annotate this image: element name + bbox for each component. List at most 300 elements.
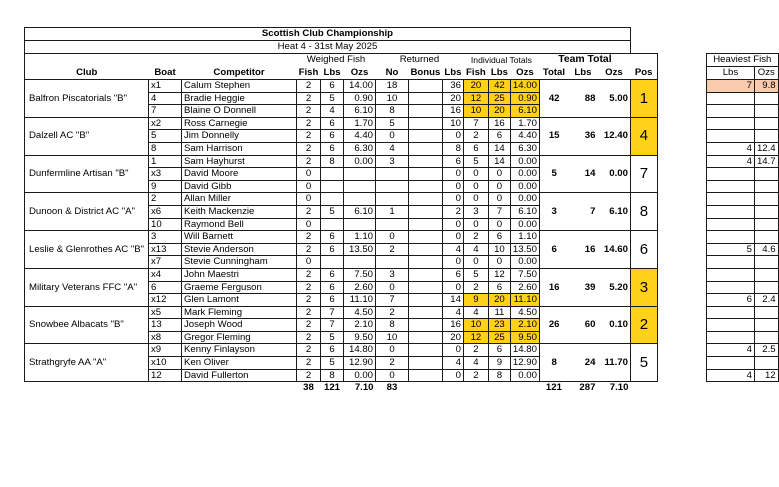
col-returned-lbs: Lbs xyxy=(444,66,462,78)
heaviest-fish-ozs xyxy=(754,193,778,206)
individual-lbs: 20 xyxy=(488,105,510,118)
boat-number: 2 xyxy=(149,193,182,206)
boat-number: 8 xyxy=(149,142,182,155)
spacer-cell xyxy=(657,80,706,93)
team-total-lbs: 36 xyxy=(568,117,597,155)
weighed-ozs: 4.50 xyxy=(344,306,376,319)
returned-bonus xyxy=(409,231,443,244)
heaviest-fish-ozs: 14.7 xyxy=(754,155,778,168)
competitor-row xyxy=(25,268,779,281)
competitor-row xyxy=(25,344,779,357)
individual-fish: 2 xyxy=(463,344,488,357)
heaviest-fish-lbs xyxy=(706,256,754,269)
heaviest-fish-lbs xyxy=(706,92,754,105)
competitor-row xyxy=(25,117,779,130)
weighed-lbs: 6 xyxy=(321,268,344,281)
heaviest-fish-ozs xyxy=(754,306,778,319)
team-total-lbs: 7 xyxy=(568,193,597,231)
heaviest-fish-ozs: 2.5 xyxy=(754,344,778,357)
weighed-ozs: 0.00 xyxy=(344,155,376,168)
returned-bonus xyxy=(409,319,443,332)
col-lbs: Lbs xyxy=(321,67,344,80)
spacer-cell xyxy=(657,117,706,130)
heaviest-fish-lbs xyxy=(706,357,754,370)
individual-lbs: 7 xyxy=(488,205,510,218)
weighed-lbs: 5 xyxy=(321,92,344,105)
weighed-fish: 2 xyxy=(297,142,321,155)
team-total-lbs: 16 xyxy=(568,231,597,269)
spacer-cell xyxy=(657,155,706,168)
weighed-fish: 2 xyxy=(297,243,321,256)
boat-number: 4 xyxy=(149,92,182,105)
returned-lbs: 6 xyxy=(442,155,463,168)
weighed-lbs: 8 xyxy=(321,155,344,168)
club-name: Balfron Piscatorials "B" xyxy=(25,80,149,118)
returned-bonus xyxy=(409,218,443,231)
individual-lbs: 16 xyxy=(488,117,510,130)
team-total-ozs: 0.10 xyxy=(597,306,630,344)
individual-fish: 2 xyxy=(463,231,488,244)
heaviest-fish-lbs xyxy=(706,218,754,231)
returned-lbs: 0 xyxy=(442,130,463,143)
competitor-name: Sam Hayhurst xyxy=(182,155,297,168)
results-sheet xyxy=(24,27,779,394)
boat-number: x5 xyxy=(149,306,182,319)
individual-fish: 5 xyxy=(463,268,488,281)
returned-lbs: 0 xyxy=(442,168,463,181)
col-team-lbs: Lbs xyxy=(568,67,597,80)
weighed-lbs: 6 xyxy=(321,344,344,357)
weighed-fish: 2 xyxy=(297,281,321,294)
individual-lbs: 25 xyxy=(488,92,510,105)
returned-lbs: 16 xyxy=(442,105,463,118)
competitor-row xyxy=(25,155,779,168)
individual-lbs: 12 xyxy=(488,268,510,281)
heaviest-fish-ozs xyxy=(754,218,778,231)
weighed-fish: 2 xyxy=(297,357,321,370)
competitor-name: Mark Fleming xyxy=(182,306,297,319)
weighed-ozs xyxy=(344,168,376,181)
competitor-name: Ross Carnegie xyxy=(182,117,297,130)
returned-lbs: 14 xyxy=(442,294,463,307)
col-boat: Boat xyxy=(149,67,182,80)
competitor-name: Jim Donnelly xyxy=(182,130,297,143)
col-team-ozs: Ozs xyxy=(597,67,630,80)
individual-lbs: 20 xyxy=(488,294,510,307)
weighed-lbs: 5 xyxy=(321,205,344,218)
weighed-ozs: 2.60 xyxy=(344,281,376,294)
individual-ozs: 0.00 xyxy=(510,155,539,168)
returned-bonus xyxy=(409,256,443,269)
boat-number: x4 xyxy=(149,268,182,281)
blank-cell xyxy=(510,382,539,394)
individual-ozs: 4.40 xyxy=(510,130,539,143)
boat-number: 6 xyxy=(149,281,182,294)
grand-team-lbs: 287 xyxy=(579,382,596,394)
weighed-fish: 0 xyxy=(297,180,321,193)
returned-bonus xyxy=(409,142,443,155)
spacer-cell xyxy=(657,256,706,269)
heaviest-fish-ozs xyxy=(754,205,778,218)
weighed-ozs xyxy=(344,218,376,231)
weighed-lbs: 6 xyxy=(321,294,344,307)
heaviest-fish-lbs xyxy=(706,281,754,294)
weighed-ozs: 9.50 xyxy=(344,331,376,344)
weighed-fish: 2 xyxy=(297,205,321,218)
spacer-cell xyxy=(657,180,706,193)
heaviest-fish-lbs: 6 xyxy=(706,294,754,307)
heaviest-fish-lbs xyxy=(706,331,754,344)
weighed-ozs: 6.10 xyxy=(344,205,376,218)
weighed-ozs: 0.00 xyxy=(344,369,376,382)
returned-lbs: 4 xyxy=(442,357,463,370)
returned-bonus xyxy=(409,306,443,319)
individual-fish: 9 xyxy=(463,294,488,307)
boat-number: 13 xyxy=(149,319,182,332)
weighed-ozs xyxy=(344,180,376,193)
weighed-fish: 2 xyxy=(297,117,321,130)
returned-no: 0 xyxy=(376,369,409,382)
weighed-ozs: 1.10 xyxy=(344,231,376,244)
heaviest-fish-ozs: 2.4 xyxy=(754,294,778,307)
competitor-name: Joseph Wood xyxy=(182,319,297,332)
total-weighed-lbs: 121 xyxy=(323,382,340,394)
blank-cell xyxy=(754,382,778,394)
returned-no xyxy=(376,218,409,231)
returned-lbs: 8 xyxy=(442,142,463,155)
spacer-cell xyxy=(657,369,706,382)
returned-no xyxy=(376,180,409,193)
team-total-fish: 26 xyxy=(539,306,568,344)
returned-lbs: 20 xyxy=(442,331,463,344)
returned-lbs: 36 xyxy=(442,80,463,93)
returned-no: 8 xyxy=(376,105,409,118)
col-heaviest-lbs: Lbs xyxy=(706,67,754,80)
returned-bonus xyxy=(409,243,443,256)
heaviest-fish-lbs: 4 xyxy=(706,155,754,168)
individual-lbs: 42 xyxy=(488,80,510,93)
spacer-cell xyxy=(657,306,706,319)
heaviest-fish-lbs xyxy=(706,117,754,130)
returned-no xyxy=(376,168,409,181)
boat-number: 7 xyxy=(149,105,182,118)
spacer-cell xyxy=(657,130,706,143)
col-ozs: Ozs xyxy=(344,67,376,80)
weighed-ozs: 14.00 xyxy=(344,80,376,93)
individual-fish: 0 xyxy=(463,256,488,269)
team-total-lbs: 39 xyxy=(568,268,597,306)
boat-number: x1 xyxy=(149,80,182,93)
individual-ozs: 0.90 xyxy=(510,92,539,105)
weighed-fish: 2 xyxy=(297,369,321,382)
weighed-lbs: 8 xyxy=(321,369,344,382)
heaviest-fish-lbs: 4 xyxy=(706,369,754,382)
team-total-fish: 15 xyxy=(539,117,568,155)
blank-cell xyxy=(630,382,657,394)
returned-lbs: 2 xyxy=(442,205,463,218)
individual-ozs: 1.70 xyxy=(510,117,539,130)
individual-ozs: 7.50 xyxy=(510,268,539,281)
competitor-name: Blaine O Donnell xyxy=(182,105,297,118)
blank-cell xyxy=(442,382,463,394)
competitor-name: Glen Lamont xyxy=(182,294,297,307)
boat-number: x10 xyxy=(149,357,182,370)
returned-bonus xyxy=(409,180,443,193)
returned-lbs: 0 xyxy=(442,344,463,357)
returned-no: 2 xyxy=(376,243,409,256)
team-position: 3 xyxy=(630,268,657,306)
weighed-ozs: 2.10 xyxy=(344,319,376,332)
boat-number: x13 xyxy=(149,243,182,256)
spacer-cell xyxy=(657,105,706,118)
heaviest-fish-ozs xyxy=(754,331,778,344)
individual-ozs: 0.00 xyxy=(510,193,539,206)
weighed-ozs: 6.30 xyxy=(344,142,376,155)
competitor-row xyxy=(25,193,779,206)
heaviest-fish-ozs xyxy=(754,231,778,244)
individual-lbs: 11 xyxy=(488,306,510,319)
weighed-lbs: 6 xyxy=(321,142,344,155)
spacer-cell xyxy=(657,281,706,294)
individual-ozs: 6.30 xyxy=(510,142,539,155)
individual-ozs: 0.00 xyxy=(510,218,539,231)
heaviest-fish-ozs xyxy=(754,130,778,143)
competitor-name: Kenny Finlayson xyxy=(182,344,297,357)
competitor-name: Calum Stephen xyxy=(182,80,297,93)
weighed-lbs: 6 xyxy=(321,80,344,93)
competitor-row xyxy=(25,231,779,244)
returned-bonus xyxy=(409,168,443,181)
individual-lbs: 6 xyxy=(488,130,510,143)
team-total-lbs: 24 xyxy=(568,344,597,382)
weighed-lbs: 7 xyxy=(321,319,344,332)
heaviest-fish-ozs xyxy=(754,105,778,118)
heaviest-fish-lbs xyxy=(706,130,754,143)
returned-bonus xyxy=(409,205,443,218)
weighed-lbs: 4 xyxy=(321,105,344,118)
team-position: 2 xyxy=(630,306,657,344)
individual-ozs: 1.10 xyxy=(510,231,539,244)
team-total-fish: 16 xyxy=(539,268,568,306)
individual-lbs: 6 xyxy=(488,281,510,294)
individual-fish: 0 xyxy=(463,180,488,193)
weighed-fish: 2 xyxy=(297,331,321,344)
boat-number: x9 xyxy=(149,344,182,357)
boat-number: 5 xyxy=(149,130,182,143)
weighed-fish: 2 xyxy=(297,130,321,143)
team-position: 5 xyxy=(630,344,657,382)
returned-bonus xyxy=(409,117,443,130)
returned-bonus xyxy=(409,92,443,105)
weighed-lbs xyxy=(321,218,344,231)
weighed-fish: 2 xyxy=(297,344,321,357)
spacer-cell xyxy=(657,231,706,244)
returned-lbs: 0 xyxy=(442,218,463,231)
returned-bonus xyxy=(409,294,443,307)
heaviest-fish-lbs xyxy=(706,205,754,218)
team-total-ozs: 5.00 xyxy=(597,80,630,118)
boat-number: 3 xyxy=(149,231,182,244)
weighed-lbs: 6 xyxy=(321,243,344,256)
heaviest-fish-ozs xyxy=(754,268,778,281)
boat-number: x7 xyxy=(149,256,182,269)
individual-ozs: 14.80 xyxy=(510,344,539,357)
individual-lbs: 8 xyxy=(488,369,510,382)
team-total-ozs: 12.40 xyxy=(597,117,630,155)
returned-no: 7 xyxy=(376,294,409,307)
spacer-cell xyxy=(657,142,706,155)
heaviest-fish-ozs xyxy=(754,168,778,181)
heaviest-fish-ozs xyxy=(754,117,778,130)
heaviest-fish-lbs xyxy=(706,231,754,244)
weighed-ozs: 7.50 xyxy=(344,268,376,281)
returned-no xyxy=(376,256,409,269)
boat-number: x6 xyxy=(149,205,182,218)
heaviest-fish-ozs xyxy=(754,256,778,269)
individual-ozs: 14.00 xyxy=(510,80,539,93)
competitor-name: Raymond Bell xyxy=(182,218,297,231)
returned-bonus xyxy=(409,344,443,357)
weighed-ozs: 0.90 xyxy=(344,92,376,105)
individual-lbs: 0 xyxy=(488,193,510,206)
returned-no: 0 xyxy=(376,130,409,143)
team-position: 6 xyxy=(630,231,657,269)
boat-number: x8 xyxy=(149,331,182,344)
individual-ozs: 0.00 xyxy=(510,369,539,382)
heaviest-fish-ozs xyxy=(754,92,778,105)
club-name: Snowbee Albacats "B" xyxy=(25,306,149,344)
competitor-name: Gregor Fleming xyxy=(182,331,297,344)
returned-no xyxy=(376,193,409,206)
spacer-cell xyxy=(657,319,706,332)
col-ind-lbs: Lbs xyxy=(488,67,510,80)
returned-lbs: 0 xyxy=(442,281,463,294)
returned-no: 4 xyxy=(376,142,409,155)
heaviest-fish-ozs: 9.8 xyxy=(754,80,778,93)
returned-lbs: 0 xyxy=(442,369,463,382)
heaviest-fish-lbs xyxy=(706,168,754,181)
total-weighed-ozs: 7.10 xyxy=(354,382,374,394)
spacer-cell xyxy=(657,357,706,370)
individual-lbs: 14 xyxy=(488,155,510,168)
returned-bonus xyxy=(409,357,443,370)
returned-bonus xyxy=(409,130,443,143)
individual-ozs: 0.00 xyxy=(510,256,539,269)
individual-fish: 4 xyxy=(463,243,488,256)
weighed-fish: 2 xyxy=(297,105,321,118)
returned-no: 5 xyxy=(376,117,409,130)
returned-lbs: 0 xyxy=(442,180,463,193)
individual-lbs: 6 xyxy=(488,231,510,244)
team-position: 4 xyxy=(630,117,657,155)
returned-no: 2 xyxy=(376,306,409,319)
spacer-cell xyxy=(657,218,706,231)
spacer-cell xyxy=(657,92,706,105)
individual-fish: 2 xyxy=(463,369,488,382)
team-total-ozs: 11.70 xyxy=(597,344,630,382)
spacer-cell xyxy=(657,205,706,218)
returned-lbs: 0 xyxy=(442,193,463,206)
weighed-fish: 2 xyxy=(297,294,321,307)
team-total-fish: 3 xyxy=(539,193,568,231)
weighed-fish: 2 xyxy=(297,319,321,332)
spacer-cell xyxy=(657,193,706,206)
competitor-name: Sam Harrison xyxy=(182,142,297,155)
team-total-fish: 42 xyxy=(539,80,568,118)
individual-lbs: 0 xyxy=(488,168,510,181)
col-competitor: Competitor xyxy=(182,67,297,80)
total-weighed-fish: 38 xyxy=(303,382,314,394)
returned-no: 8 xyxy=(376,319,409,332)
heaviest-fish-ozs xyxy=(754,319,778,332)
individual-ozs: 0.00 xyxy=(510,168,539,181)
boat-number: 12 xyxy=(149,369,182,382)
returned-bonus xyxy=(409,155,443,168)
heaviest-fish-ozs: 12.4 xyxy=(754,142,778,155)
boat-number: x2 xyxy=(149,117,182,130)
heaviest-fish-ozs xyxy=(754,180,778,193)
individual-ozs: 0.00 xyxy=(510,180,539,193)
individual-fish: 12 xyxy=(463,92,488,105)
col-bonus: Bonus xyxy=(410,66,441,78)
returned-no: 0 xyxy=(376,281,409,294)
individual-ozs: 2.10 xyxy=(510,319,539,332)
col-returned-no: No xyxy=(376,67,409,80)
returned-lbs: 10 xyxy=(442,117,463,130)
boat-number: 9 xyxy=(149,180,182,193)
individual-ozs: 2.60 xyxy=(510,281,539,294)
weighed-ozs: 11.10 xyxy=(344,294,376,307)
weighed-lbs: 5 xyxy=(321,357,344,370)
individual-lbs: 0 xyxy=(488,218,510,231)
boat-number: x3 xyxy=(149,168,182,181)
heaviest-fish-lbs: 4 xyxy=(706,344,754,357)
team-total-lbs: 14 xyxy=(568,155,597,193)
spacer-cell xyxy=(657,331,706,344)
individual-ozs: 11.10 xyxy=(510,294,539,307)
competitor-name: David Fullerton xyxy=(182,369,297,382)
spacer-cell xyxy=(657,268,706,281)
team-total-lbs: 60 xyxy=(568,306,597,344)
returned-lbs: 0 xyxy=(442,256,463,269)
returned-no: 10 xyxy=(376,92,409,105)
competitor-name: John Maestri xyxy=(182,268,297,281)
individual-ozs: 6.10 xyxy=(510,105,539,118)
boat-number: 1 xyxy=(149,155,182,168)
weighed-ozs xyxy=(344,193,376,206)
individual-totals-header: Individual Totals xyxy=(463,54,539,67)
individual-fish: 3 xyxy=(463,205,488,218)
team-total-ozs: 14.60 xyxy=(597,231,630,269)
col-heaviest-ozs: Ozs xyxy=(754,67,778,80)
heaviest-fish-lbs: 5 xyxy=(706,243,754,256)
team-total-ozs: 6.10 xyxy=(597,193,630,231)
heaviest-fish-ozs xyxy=(754,357,778,370)
returned-lbs: 6 xyxy=(442,268,463,281)
team-position: 1 xyxy=(630,80,657,118)
heaviest-fish-ozs: 12 xyxy=(754,369,778,382)
club-name: Dalzell AC "B" xyxy=(25,117,149,155)
individual-lbs: 14 xyxy=(488,142,510,155)
individual-fish: 0 xyxy=(463,218,488,231)
boat-number: 10 xyxy=(149,218,182,231)
team-total-ozs: 0.00 xyxy=(597,155,630,193)
weighed-lbs: 6 xyxy=(321,281,344,294)
competitor-name: Allan Miller xyxy=(182,193,297,206)
weighed-fish: 2 xyxy=(297,306,321,319)
individual-fish: 0 xyxy=(463,193,488,206)
competitor-name: Stevie Anderson xyxy=(182,243,297,256)
